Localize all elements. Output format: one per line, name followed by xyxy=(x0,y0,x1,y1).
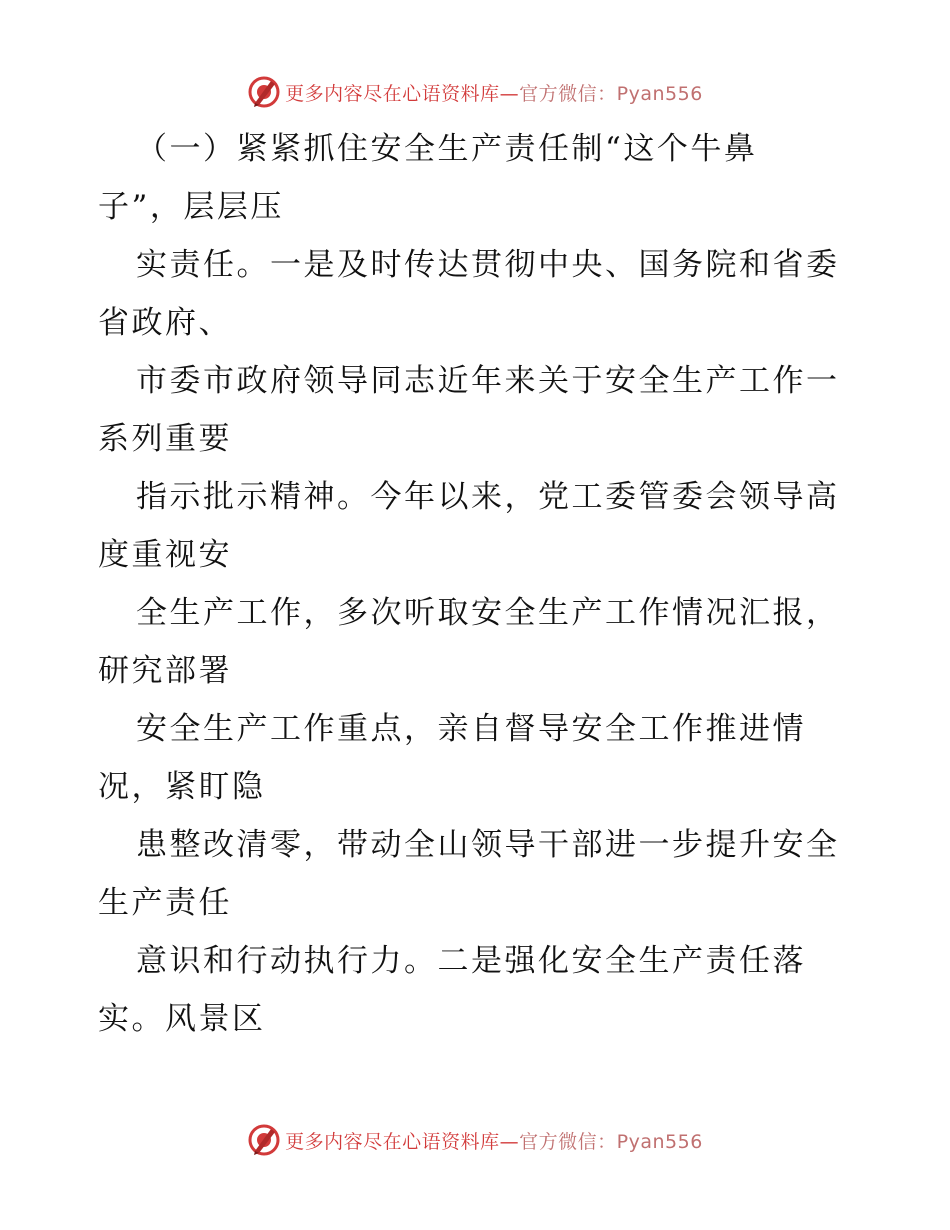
paragraph-line: （一）紧紧抓住安全生产责任制“这个牛鼻 xyxy=(136,131,758,167)
paragraph-line: 安全生产工作重点，亲自督导安全工作推进情 xyxy=(136,711,806,747)
header-banner xyxy=(0,72,950,112)
paragraph-line: 实。风景区 xyxy=(98,1001,266,1037)
pen-logo-icon xyxy=(247,1123,281,1157)
paragraph-line: 意识和行动执行力。二是强化安全生产责任落 xyxy=(136,943,806,979)
paragraph-line: 系列重要 xyxy=(98,421,232,457)
paragraph-line: 研究部署 xyxy=(98,653,232,689)
paragraph-line: 指示批示精神。今年以来，党工委管委会领导高 xyxy=(136,479,840,515)
footer-banner-text: 更多内容尽在心语资料库—官方微信：Pyan556 xyxy=(285,1130,703,1153)
document-body xyxy=(98,120,858,1048)
paragraph-line: 度重视安 xyxy=(98,537,232,573)
pen-logo-icon xyxy=(247,75,281,109)
paragraph-line: 省政府、 xyxy=(98,305,232,341)
paragraph-line: 患整改清零，带动全山领导干部进一步提升安全 xyxy=(136,827,840,863)
paragraph-line: 生产责任 xyxy=(98,885,232,921)
paragraph-line: 市委市政府领导同志近年来关于安全生产工作一 xyxy=(136,363,840,399)
header-banner-text: 更多内容尽在心语资料库—官方微信：Pyan556 xyxy=(285,82,703,105)
paragraph-line: 实责任。一是及时传达贯彻中央、国务院和省委 xyxy=(136,247,840,283)
paragraph-line: 全生产工作，多次听取安全生产工作情况汇报， xyxy=(136,595,840,631)
footer-banner xyxy=(0,1120,950,1160)
paragraph-line: 子”，层层压 xyxy=(98,189,284,225)
paragraph-line: 况，紧盯隐 xyxy=(98,769,266,805)
